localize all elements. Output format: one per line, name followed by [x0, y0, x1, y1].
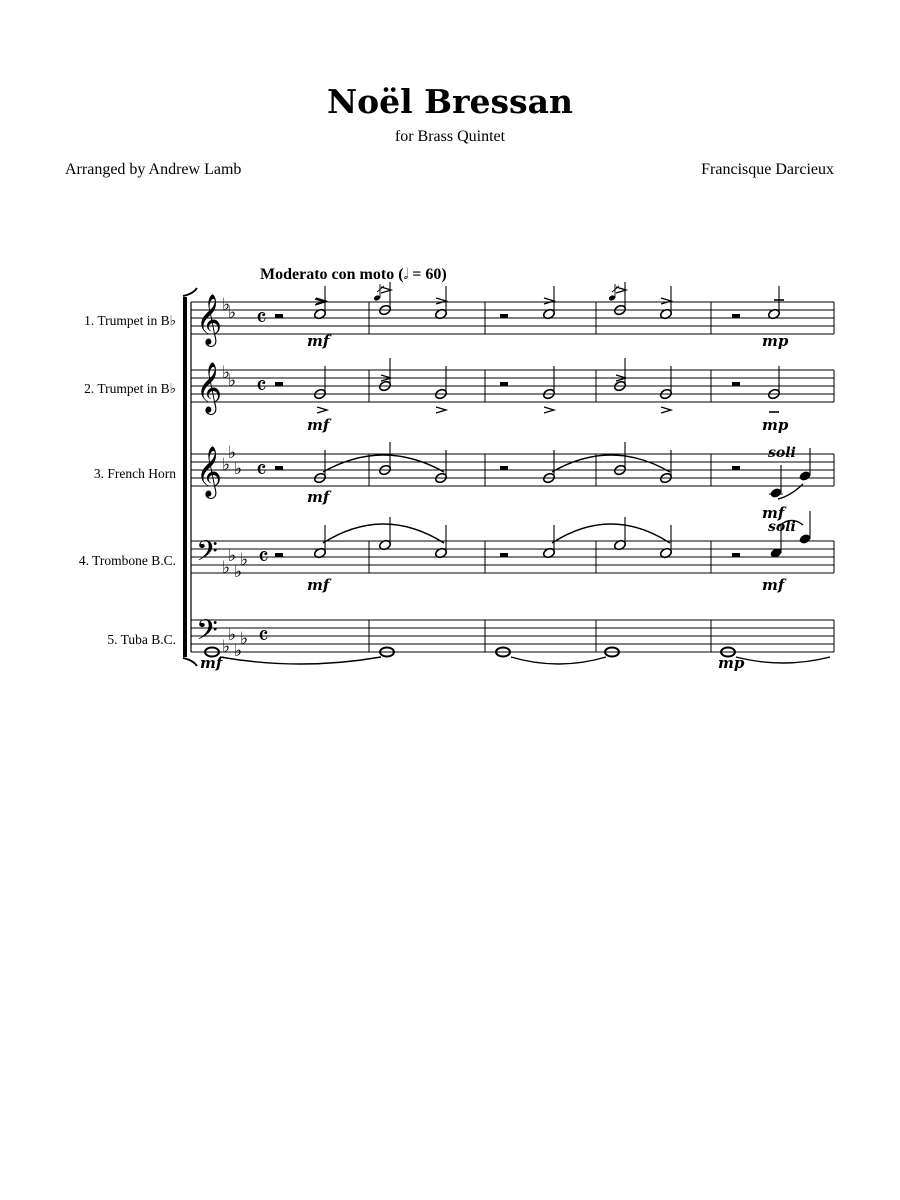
key-signature-flat: ♭	[222, 558, 231, 578]
slur	[511, 657, 606, 664]
treble-clef-icon: 𝄞	[196, 294, 223, 345]
half-rest-icon	[500, 382, 508, 386]
half-rest-icon	[732, 466, 740, 470]
dynamic-mp: mp	[762, 332, 789, 350]
accent-mark	[544, 407, 554, 413]
time-signature-common: 𝄴	[256, 372, 267, 400]
key-signature-flat: ♭	[222, 455, 231, 475]
key-signature-flat: ♭	[222, 295, 231, 315]
bass-clef-icon: 𝄢	[196, 535, 218, 575]
key-signature-flat: ♭	[234, 459, 243, 479]
score-title: Noël Bressan	[326, 82, 573, 121]
instrument-label-trombone: 4. Trombone B.C.	[78, 553, 176, 568]
tempo-text-before: Moderato con moto (	[260, 266, 404, 283]
dynamic-mf: mf	[307, 416, 330, 434]
bracket-bottom-hook	[183, 658, 197, 666]
dynamic-mp: mp	[718, 654, 745, 672]
key-signature-flat: ♭	[228, 303, 237, 323]
accent-mark	[661, 407, 671, 413]
half-rest-icon	[500, 553, 508, 557]
grace-slash	[612, 286, 619, 292]
slur	[552, 524, 670, 543]
key-signature-flat: ♭	[234, 641, 243, 661]
key-signature-flat: ♭	[228, 443, 237, 463]
key-signature-flat: ♭	[222, 637, 231, 657]
slur	[220, 657, 381, 664]
accent-mark	[436, 407, 446, 413]
soli-marking: soli	[768, 519, 796, 535]
accent-mark	[544, 298, 554, 304]
half-rest-icon	[275, 553, 283, 557]
bass-clef-icon: 𝄢	[196, 614, 218, 654]
half-rest-icon	[732, 382, 740, 386]
instrument-label-french-horn: 3. French Horn	[93, 466, 176, 481]
dynamic-mf: mf	[307, 332, 330, 350]
half-rest-icon	[275, 314, 283, 318]
dynamic-mf: mf	[762, 576, 785, 594]
half-rest-icon	[275, 466, 283, 470]
slur	[323, 455, 444, 472]
tempo-note-glyph: 𝅗𝅥	[403, 265, 409, 283]
bracket-top-hook	[183, 288, 197, 296]
composer-credit: Francisque Darcieux	[701, 161, 834, 178]
time-signature-common: 𝄴	[258, 543, 269, 571]
slur	[323, 524, 444, 543]
key-signature-flat: ♭	[228, 625, 237, 645]
time-signature-common: 𝄴	[256, 304, 267, 332]
half-rest-icon	[500, 314, 508, 318]
score-subtitle: for Brass Quintet	[394, 128, 506, 145]
time-signature-common: 𝄴	[256, 456, 267, 484]
dynamic-mf: mf	[307, 488, 330, 506]
key-signature-flat: ♭	[228, 546, 237, 566]
key-signature-flat: ♭	[234, 562, 243, 582]
dynamic-mf: mf	[762, 504, 785, 522]
accent-mark	[317, 407, 327, 413]
grace-slash	[377, 286, 384, 292]
key-signature-flat: ♭	[240, 629, 249, 649]
half-rest-icon	[500, 466, 508, 470]
key-signature-flat: ♭	[222, 363, 231, 383]
slur	[736, 657, 830, 663]
accent-mark	[661, 298, 671, 304]
accent-mark	[436, 298, 446, 304]
soli-marking: soli	[768, 445, 796, 461]
slur	[552, 455, 670, 472]
treble-clef-icon: 𝄞	[196, 362, 223, 413]
instrument-label-tuba: 5. Tuba B.C.	[107, 632, 176, 647]
instrument-label-trumpet-1: 1. Trumpet in B♭	[84, 313, 176, 328]
time-signature-common: 𝄴	[258, 622, 269, 650]
key-signature-flat: ♭	[240, 550, 249, 570]
key-signature-flat: ♭	[228, 371, 237, 391]
treble-clef-icon: 𝄞	[196, 446, 223, 497]
arranger-credit: Arranged by Andrew Lamb	[65, 161, 242, 178]
dynamic-mp: mp	[762, 416, 789, 434]
instrument-label-trumpet-2: 2. Trumpet in B♭	[84, 381, 176, 396]
half-rest-icon	[275, 382, 283, 386]
dynamic-mf: mf	[200, 654, 223, 672]
half-rest-icon	[732, 553, 740, 557]
dynamic-mf: mf	[307, 576, 330, 594]
tempo-text-after: = 60)	[408, 266, 447, 283]
half-rest-icon	[732, 314, 740, 318]
